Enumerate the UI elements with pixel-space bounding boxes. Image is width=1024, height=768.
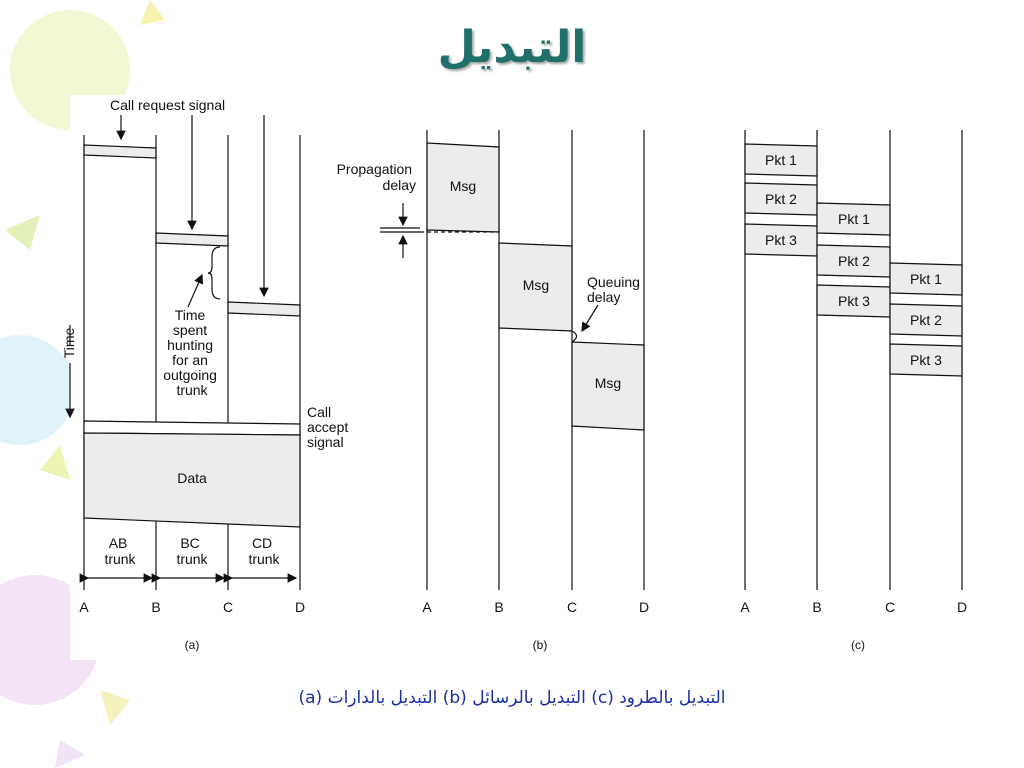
node-label-d: D: [956, 599, 968, 615]
packet-label-bc-3: Pkt 3: [838, 293, 870, 309]
msg-label-cd: Msg: [594, 375, 622, 391]
slide-title: التبديل: [437, 22, 587, 73]
trunk-label-bc: BC trunk: [176, 535, 208, 567]
call-request-band-bc: [156, 233, 228, 246]
packet-label-cd-2: Pkt 2: [910, 312, 942, 328]
call-request-band-ab: [84, 145, 156, 158]
node-label-b: B: [812, 599, 822, 615]
hunting-label: Time spent hunting for an outgoing trunk: [163, 307, 217, 398]
packet-label-cd-3: Pkt 3: [910, 352, 942, 368]
trunk-label-cd: CD trunk: [248, 535, 280, 567]
decor-star: [55, 740, 85, 768]
switching-diagram: [61, 95, 990, 660]
panel-label-c: (c): [851, 638, 865, 652]
node-label-c: C: [566, 599, 578, 615]
decor-star: [40, 445, 70, 480]
decor-star: [5, 215, 40, 250]
call-accept-label: Call accept signal: [307, 404, 349, 450]
node-label-d: D: [294, 599, 306, 615]
msg-label-bc: Msg: [522, 277, 550, 293]
hunting-brace: [208, 247, 220, 299]
call-request-label: Call request signal: [110, 97, 226, 113]
packet-label-bc-2: Pkt 2: [838, 253, 870, 269]
node-label-c: C: [222, 599, 234, 615]
panel-label-a: (a): [184, 638, 200, 652]
data-label: Data: [177, 470, 207, 486]
call-request-band-cd: [228, 302, 300, 316]
node-label-b: B: [151, 599, 161, 615]
packet-label-cd-1: Pkt 1: [910, 271, 942, 287]
node-label-a: A: [740, 599, 750, 615]
queuing-pointer: [582, 305, 598, 331]
hunting-pointer: [188, 275, 202, 307]
queuing-delay-bracket: [572, 331, 577, 342]
packet-label-ab-3: Pkt 3: [765, 232, 797, 248]
packet-label-bc-1: Pkt 1: [838, 211, 870, 227]
queuing-label: Queuing delay: [587, 274, 640, 305]
node-label-b: B: [494, 599, 504, 615]
time-label: Time: [61, 327, 77, 359]
msg-label-ab: Msg: [449, 178, 477, 194]
switching-figure: [61, 95, 990, 660]
panel-a-labels: [61, 97, 352, 652]
node-label-a: A: [79, 599, 89, 615]
node-label-d: D: [638, 599, 650, 615]
propagation-label: Propagation delay: [336, 161, 416, 193]
node-label-c: C: [884, 599, 896, 615]
figure-caption: التبديل بالطرود (c) التبديل بالرسائل (b) التبديل بالدارات (a): [298, 688, 726, 708]
trunk-label-ab: AB trunk: [104, 535, 136, 567]
packet-label-ab-1: Pkt 1: [765, 152, 797, 168]
panel-b-message-switching: [380, 130, 644, 590]
node-label-a: A: [422, 599, 432, 615]
panel-label-b: (b): [532, 638, 548, 652]
packet-label-ab-2: Pkt 2: [765, 191, 797, 207]
